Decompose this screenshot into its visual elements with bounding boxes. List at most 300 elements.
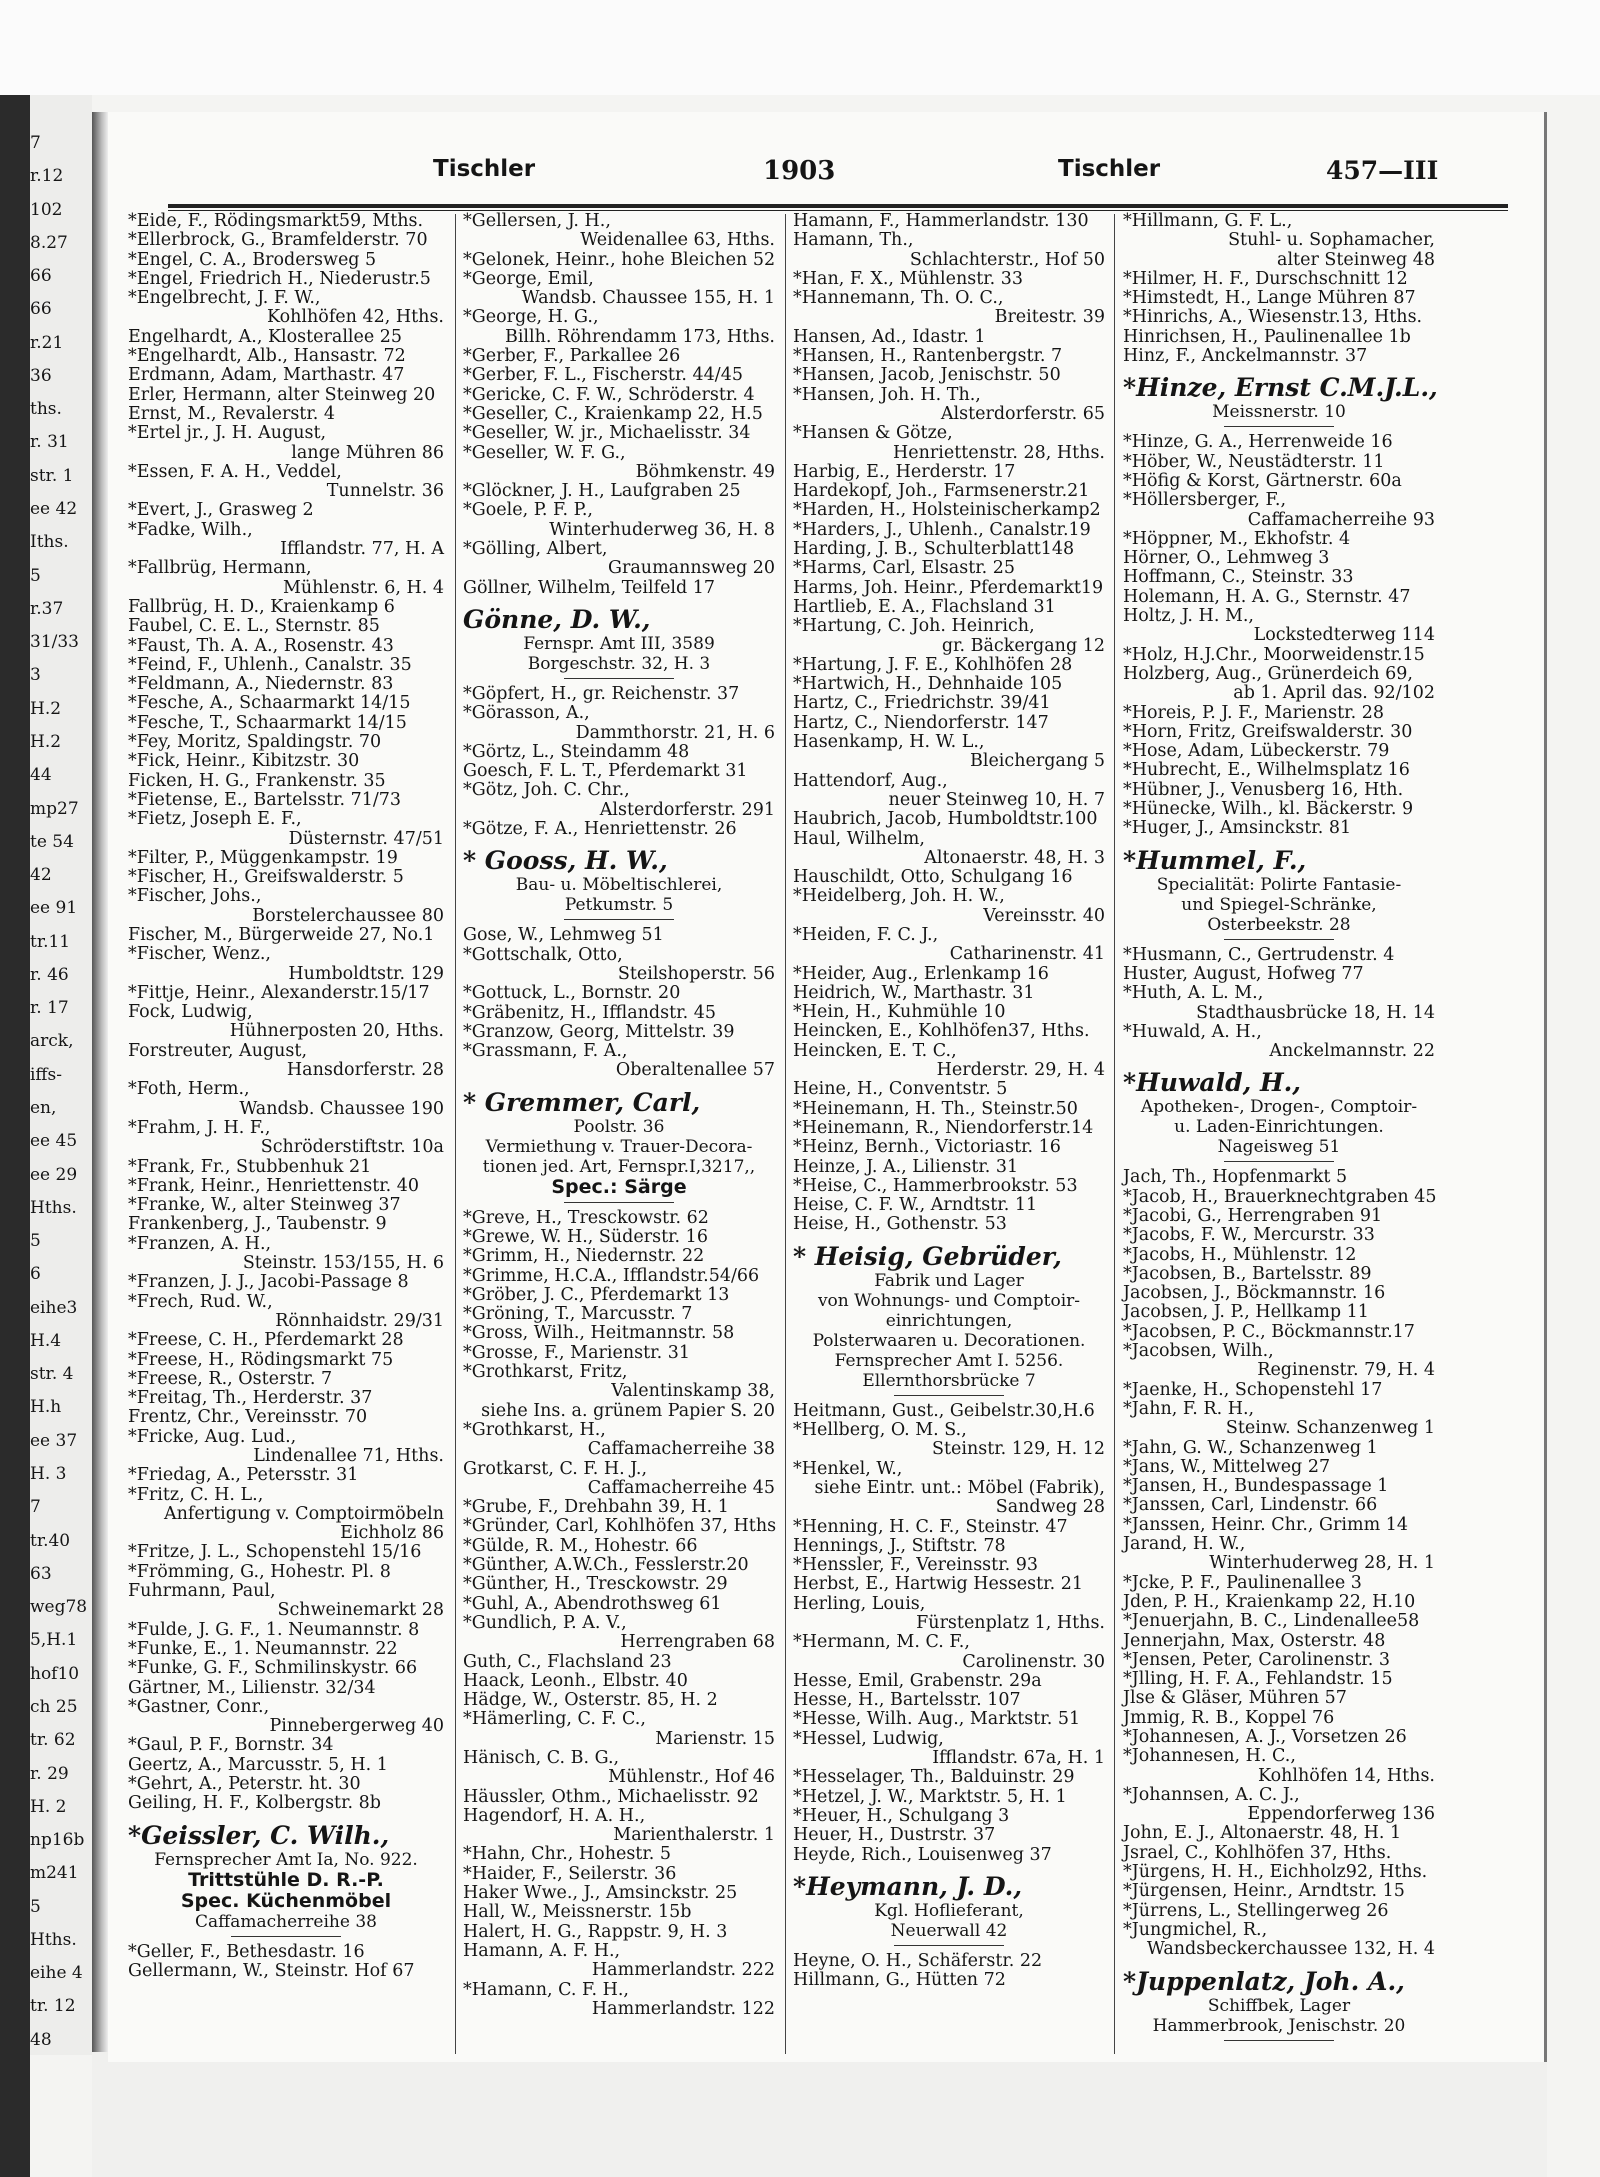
entry-name: *Franzen, J. J., Jacobi-Passage 8 — [128, 1272, 409, 1293]
previous-page-text: 63 — [30, 1563, 52, 1584]
directory-entry — [128, 694, 444, 713]
entry-address: Caffamacherreihe 45 — [587, 1477, 775, 1498]
entry-name: *Hansen, Joh. H. Th., — [793, 384, 981, 405]
previous-page-text: ee 91 — [30, 898, 78, 919]
directory-entry — [1123, 1342, 1435, 1381]
directory-entry — [128, 1215, 444, 1234]
entry-address: Henriettenstr. 28, Hths. — [893, 442, 1105, 463]
entry-name: *Engel, C. A., Brodersweg 5 — [128, 249, 377, 270]
entry-name: *Fischer, Wenz., — [128, 944, 271, 965]
entry-name: Ficken, H. G., Frankenstr. 35 — [128, 770, 386, 791]
directory-entry — [128, 598, 444, 617]
directory-entry — [128, 1428, 444, 1467]
entry-name: *Hansen, H., Rantenbergstr. 7 — [793, 346, 1063, 367]
entry-address: Graumannsweg 20 — [608, 558, 775, 579]
directory-entry — [1123, 289, 1435, 308]
directory-entry — [1123, 588, 1435, 607]
directory-entry — [1123, 1902, 1435, 1921]
entry-name: Hesse, Emil, Grabenstr. 29a — [793, 1670, 1042, 1691]
directory-entry — [128, 1736, 444, 1755]
advertiser-name: *Hinze, Ernst C.M.J.L., — [1123, 373, 1438, 403]
previous-page-text: H. 2 — [30, 1796, 67, 1817]
entry-name: *Gericke, C. F. W., Schröderstr. 4 — [463, 384, 755, 405]
entry-name: *Jürgens, H. H., Eichholz92, Hths. — [1123, 1862, 1428, 1883]
directory-entry — [1123, 742, 1435, 761]
entry-address: siehe Eintr. unt.: Möbel (Fabrik), — [814, 1477, 1105, 1498]
directory-entry — [463, 1614, 775, 1653]
directory-entry — [463, 1749, 775, 1788]
entry-name: *Hilmer, H. F., Durschschnitt 12 — [1123, 268, 1408, 289]
directory-entry — [463, 820, 775, 839]
entry-name: Hasenkamp, H. W. L., — [793, 732, 985, 753]
entry-name: *Geseller, W. F. G., — [463, 442, 626, 463]
directory-entry — [128, 984, 444, 1003]
advertisement-rule — [894, 1945, 1004, 1946]
entry-name: Fischer, M., Bürgerweide 27, No.1 — [128, 924, 435, 945]
directory-entry — [793, 1003, 1105, 1022]
entry-address: Fürstenplatz 1, Hths. — [916, 1613, 1105, 1633]
directory-entry — [463, 501, 775, 540]
entry-name: *Fick, Heinr., Kibitzstr. 30 — [128, 751, 360, 772]
previous-page-text: 7 — [30, 1497, 41, 1518]
directory-entry — [463, 212, 775, 251]
advertisement-line: Ellernthorsbrücke 7 — [862, 1370, 1036, 1391]
entry-name: *Hansen, Jacob, Jenischstr. 50 — [793, 365, 1061, 386]
entry-address: Catharinenstr. 41 — [949, 944, 1105, 965]
advertisement-rule — [231, 1936, 341, 1937]
entry-address: neuer Steinweg 10, H. 7 — [888, 789, 1105, 810]
entry-name: Herling, Louis, — [793, 1593, 926, 1614]
entry-name: *Funke, G. F., Schmilinskystr. 66 — [128, 1658, 418, 1679]
directory-entry — [1123, 723, 1435, 742]
directory-entry — [1123, 1458, 1435, 1477]
directory-entry — [1123, 1824, 1435, 1843]
previous-page-text: 6 — [30, 1264, 41, 1285]
column-4 — [1123, 211, 1438, 2047]
directory-entry — [793, 501, 1105, 520]
entry-name: *Frank, Fr., Stubbenhuk 21 — [128, 1156, 372, 1177]
directory-entry — [793, 1460, 1105, 1518]
entry-address: Schröderstiftstr. 10a — [260, 1137, 444, 1158]
entry-address: Böhmkenstr. 49 — [635, 461, 775, 482]
directory-entry — [463, 1247, 775, 1266]
entry-name: Erdmann, Adam, Marthastr. 47 — [128, 365, 405, 386]
directory-entry — [128, 1698, 444, 1737]
previous-page-text: ee 42 — [30, 499, 78, 520]
page-number: 457—III — [1326, 156, 1439, 185]
advertisement-line: Fernsprecher Amt Ia, No. 922. — [154, 1849, 418, 1870]
advertisement-line: Caffamacherreihe 38 — [195, 1911, 377, 1932]
directory-entry — [1123, 1477, 1435, 1496]
directory-entry — [128, 1408, 444, 1427]
directory-entry — [793, 1138, 1105, 1157]
entry-name: *Hesse, Wilh. Aug., Marktstr. 51 — [793, 1709, 1081, 1730]
directory-entry — [128, 1351, 444, 1370]
entry-name: Jacobsen, J., Böckmannstr. 16 — [1123, 1283, 1386, 1304]
directory-entry — [1123, 704, 1435, 723]
directory-entry — [1123, 1439, 1435, 1458]
entry-name: *Hahn, Chr., Hohestr. 5 — [463, 1844, 672, 1865]
entry-name: *Janssen, Carl, Lindenstr. 66 — [1123, 1495, 1378, 1516]
directory-entry — [793, 1177, 1105, 1196]
entry-address: gr. Bäckergang 12 — [941, 635, 1105, 656]
previous-page-text: eihe 4 — [30, 1963, 83, 1984]
entry-address: Kohlhöfen 14, Hths. — [1258, 1765, 1435, 1786]
previous-page-text: str. 4 — [30, 1364, 74, 1385]
entry-address: Hühnerposten 20, Hths. — [229, 1021, 444, 1042]
entry-address: Steilshoperstr. 56 — [617, 963, 775, 984]
directory-entry — [463, 270, 775, 309]
entry-name: Jach, Th., Hopfenmarkt 5 — [1123, 1167, 1348, 1188]
directory-entry — [793, 289, 1105, 328]
directory-entry — [463, 1595, 775, 1614]
entry-name: *George, Emil, — [463, 268, 594, 289]
directory-entry — [128, 1370, 444, 1389]
entry-address: Borstelerchaussee 80 — [252, 905, 444, 926]
column-divider — [1114, 214, 1115, 2054]
previous-page-text: te 54 — [30, 831, 74, 852]
advertiser-name: *Geissler, C. Wilh., — [128, 1820, 390, 1850]
entry-name: *Fritz, C. H. L., — [128, 1484, 264, 1505]
previous-page-text: H.2 — [30, 698, 62, 719]
directory-entry — [1123, 1747, 1435, 1786]
advertisement-line: und Spiegel-Schränke, — [1181, 894, 1377, 915]
directory-entry — [463, 1004, 775, 1023]
entry-name: *Han, F. X., Mühlenstr. 33 — [793, 268, 1024, 289]
directory-entry — [463, 1807, 775, 1846]
directory-entry — [128, 1273, 444, 1292]
entry-name: *Gröber, J. C., Pferdemarkt 13 — [463, 1284, 730, 1305]
advertiser-name: *Juppenlatz, Joh. A., — [1123, 1966, 1405, 1996]
entry-name: *Henssler, F., Vereinsstr. 93 — [793, 1555, 1039, 1576]
advertisement-entry — [1123, 1061, 1435, 1168]
previous-page-text: H.h — [30, 1397, 62, 1418]
directory-entry — [128, 1962, 444, 1981]
entry-name: *Hinrichs, A., Wiesenstr.13, Hths. — [1123, 307, 1423, 328]
advertisement-line: Kgl. Hoflieferant, — [874, 1900, 1024, 1921]
directory-entry — [1123, 1786, 1435, 1825]
entry-name: Erler, Hermann, alter Steinweg 20 — [128, 384, 436, 405]
entry-name: Jacobsen, J. P., Hellkamp 11 — [1123, 1302, 1369, 1323]
entry-name: Geertz, A., Marcusstr. 5, H. 1 — [128, 1754, 388, 1775]
advertisement-line: Spec.: Särge — [551, 1175, 687, 1198]
entry-address: Stuhl- u. Sophamacher, — [1228, 230, 1435, 251]
directory-entry — [128, 714, 444, 733]
directory-entry — [128, 501, 444, 520]
directory-entry — [463, 1324, 775, 1343]
entry-name: *Gross, Wilh., Heitmannstr. 58 — [463, 1323, 735, 1344]
entry-name: *Engelhardt, Alb., Hansastr. 72 — [128, 346, 406, 367]
entry-name: *Gaul, P. F., Bornstr. 34 — [128, 1735, 334, 1756]
entry-name: *Frank, Heinr., Henriettenstr. 40 — [128, 1175, 420, 1196]
directory-entry — [128, 231, 444, 250]
entry-address: Wandsb. Chaussee 155, H. 1 — [521, 288, 775, 309]
entry-name: *Geseller, C., Kraienkamp 22, H.5 — [463, 403, 763, 424]
entry-name: *Jacobs, H., Mühlenstr. 12 — [1123, 1244, 1357, 1265]
entry-name: *George, H. G., — [463, 307, 599, 328]
entry-name: Jlse & Gläser, Mühren 57 — [1123, 1688, 1347, 1709]
entry-name: Hörner, O., Lehmweg 3 — [1123, 548, 1330, 569]
advertisement-rule — [564, 678, 674, 679]
entry-name: *Gastner, Conr., — [128, 1696, 270, 1717]
advertisement-entry — [1123, 839, 1435, 946]
directory-entry — [463, 1575, 775, 1594]
directory-entry — [1123, 1284, 1435, 1303]
directory-entry — [128, 366, 444, 385]
entry-name: *Heidelberg, Joh. H. W., — [793, 886, 1005, 907]
directory-entry — [128, 1582, 444, 1621]
entry-name: *Freese, C. H., Pferdemarkt 28 — [128, 1330, 404, 1351]
directory-entry — [463, 1363, 775, 1421]
advertisement-line: Spec. Küchenmöbel — [180, 1889, 392, 1912]
previous-page-text: r. 46 — [30, 964, 69, 985]
directory-entry — [1123, 665, 1435, 704]
directory-entry — [1123, 453, 1435, 472]
previous-page-text: mp27 — [30, 798, 79, 819]
previous-page-text: r. 29 — [30, 1763, 69, 1784]
advertisement-line: Schiffbek, Lager — [1207, 1995, 1351, 2016]
directory-entry — [1123, 1632, 1435, 1651]
entry-name: *Frahm, J. H. F., — [128, 1117, 271, 1138]
directory-entry — [793, 424, 1105, 463]
previous-page-text: Hths. — [30, 1197, 77, 1218]
advertisement-line: Polsterwaaren u. Decorationen. — [812, 1330, 1086, 1351]
entry-name: *Götz, Joh. C. Chr., — [463, 780, 630, 801]
entry-name: Frentz, Chr., Vereinsstr. 70 — [128, 1407, 368, 1428]
previous-page-fragment — [30, 95, 92, 2055]
directory-entry — [793, 1022, 1105, 1041]
directory-entry — [1123, 1496, 1435, 1515]
entry-name: *Johannsen, A. C. J., — [1123, 1784, 1300, 1805]
entry-name: Holemann, H. A. G., Sternstr. 47 — [1123, 586, 1411, 607]
directory-entry — [463, 743, 775, 762]
entry-name: *Hermann, M. C. F., — [793, 1632, 970, 1653]
entry-address: Alsterdorferstr. 65 — [940, 403, 1105, 424]
entry-name: *Heise, C., Hammerbrookstr. 53 — [793, 1175, 1078, 1196]
directory-entry — [1123, 1535, 1435, 1574]
column-3 — [793, 212, 1105, 1990]
entry-name: Heise, C. F. W., Arndtstr. 11 — [793, 1195, 1038, 1216]
directory-entry — [1123, 607, 1435, 646]
previous-page-text: tr. 62 — [30, 1730, 76, 1751]
directory-entry — [463, 444, 775, 483]
entry-address: Sandweg 28 — [995, 1497, 1105, 1518]
entry-name: *Gölling, Albert, — [463, 539, 608, 560]
directory-entry — [128, 1003, 444, 1042]
entry-name: Gose, W., Lehmweg 51 — [463, 925, 664, 946]
directory-entry — [1123, 1844, 1435, 1863]
directory-entry — [128, 791, 444, 810]
previous-page-text: 102 — [30, 199, 63, 220]
directory-entry — [793, 1402, 1105, 1421]
entry-name: *Franke, W., alter Steinweg 37 — [128, 1195, 401, 1216]
entry-address: Schweinemarkt 28 — [277, 1600, 444, 1621]
directory-entry — [463, 1517, 775, 1536]
directory-entry — [128, 1080, 444, 1119]
previous-page-text: tr.40 — [30, 1530, 71, 1551]
advertisement-entry — [1123, 366, 1438, 433]
directory-entry — [463, 1845, 775, 1864]
entry-name: *Jacobs, F. W., Mercurstr. 33 — [1123, 1225, 1375, 1246]
entry-name: *Hartung, C. Joh. Heinrich, — [793, 616, 1035, 637]
directory-entry — [463, 308, 775, 347]
entry-name: Heise, H., Gothenstr. 53 — [793, 1214, 1007, 1235]
entry-address: Herderstr. 29, H. 4 — [936, 1060, 1105, 1081]
header-category-left: Tischler — [433, 156, 536, 182]
previous-page-text: 44 — [30, 765, 52, 786]
entry-name: *Hannemann, Th. O. C., — [793, 288, 1004, 309]
entry-name: *Granzow, Georg, Mittelstr. 39 — [463, 1021, 735, 1042]
advertisement-entry — [793, 1865, 1105, 1952]
entry-name: Fuhrmann, Paul, — [128, 1581, 276, 1602]
entry-name: *Hünecke, Wilh., kl. Bäckerstr. 9 — [1123, 799, 1414, 820]
entry-name: *Jacobsen, P. C., Böckmannstr.17 — [1123, 1321, 1415, 1342]
directory-entry — [128, 1679, 444, 1698]
directory-entry — [128, 772, 444, 791]
directory-entry — [1123, 328, 1435, 347]
directory-entry — [463, 1267, 775, 1286]
entry-name: Hauschildt, Otto, Schulgang 16 — [793, 867, 1073, 888]
entry-name: *Huger, J., Amsinckstr. 81 — [1123, 818, 1352, 839]
entry-name: Heitmann, Gust., Geibelstr.30,H.6 — [793, 1400, 1095, 1421]
directory-entry — [793, 675, 1105, 694]
previous-page-text: en, — [30, 1098, 57, 1118]
directory-entry — [1123, 549, 1435, 568]
entry-name: *Huth, A. L. M., — [1123, 983, 1264, 1004]
entry-name: *Hillmann, G. F. L., — [1123, 211, 1293, 231]
entry-name: *Heider, Aug., Erlenkamp 16 — [793, 963, 1049, 984]
directory-entry — [128, 1621, 444, 1640]
entry-name: Hillmann, G., Hütten 72 — [793, 1970, 1006, 1991]
directory-entry — [128, 1563, 444, 1582]
previous-page-text: str. 1 — [30, 465, 74, 486]
entry-name: *Jürgensen, Heinr., Arndtstr. 15 — [1123, 1881, 1405, 1902]
entry-address: Ifflandstr. 77, H. A — [280, 539, 444, 560]
directory-entry — [128, 1659, 444, 1678]
directory-entry — [793, 694, 1105, 713]
advertisement-line: Apotheken-, Drogen-, Comptoir- — [1140, 1097, 1418, 1118]
entry-name: *Hein, H., Kuhmühle 10 — [793, 1002, 1006, 1023]
directory-entry — [128, 617, 444, 636]
directory-entry — [793, 1196, 1105, 1215]
previous-page-text: 8.27 — [30, 232, 68, 253]
entry-address: Anckelmannstr. 22 — [1269, 1041, 1435, 1062]
entry-address: Wandsb. Chaussee 190 — [239, 1098, 444, 1119]
entry-name: Faubel, C. E. L., Sternstr. 85 — [128, 616, 380, 637]
directory-entry — [793, 772, 1105, 811]
directory-entry — [128, 868, 444, 887]
directory-entry — [463, 1981, 775, 2020]
directory-entry — [463, 386, 775, 405]
entry-address: Breitestr. 39 — [994, 307, 1105, 328]
advertiser-name: *Huwald, H., — [1123, 1068, 1302, 1098]
entry-name: Harbig, E., Herderstr. 17 — [793, 461, 1016, 482]
entry-name: *Geseller, W. jr., Michaelisstr. 34 — [463, 423, 751, 444]
header-category-right: Tischler — [1058, 156, 1161, 182]
entry-name: Harms, Joh. Heinr., Pferdemarkt19 — [793, 577, 1104, 598]
directory-entry — [128, 559, 444, 598]
directory-entry — [128, 289, 444, 328]
advertisement-line: Borgeschstr. 32, H. 3 — [527, 653, 711, 674]
directory-entry — [128, 405, 444, 424]
entry-name: *Jacobsen, B., Bartelsstr. 89 — [1123, 1263, 1372, 1284]
entry-address: Steinstr. 153/155, H. 6 — [242, 1253, 444, 1274]
entry-name: Hinrichsen, H., Paulinenallee 1b — [1123, 326, 1411, 347]
directory-entry — [793, 1971, 1105, 1990]
directory-entry — [1123, 491, 1435, 530]
directory-entry — [463, 1344, 775, 1363]
entry-name: *Fietz, Joseph E. F., — [128, 809, 302, 830]
directory-entry — [793, 212, 1105, 231]
entry-name: *Hessel, Ludwig, — [793, 1728, 944, 1749]
directory-entry — [463, 984, 775, 1003]
directory-entry — [463, 1556, 775, 1575]
advertiser-name: * Gooss, H. W., — [463, 846, 668, 876]
entry-name: *Jahn, G. W., Schanzenweg 1 — [1123, 1437, 1378, 1458]
directory-entry — [793, 1080, 1105, 1099]
entry-name: Jmmig, R. B., Koppel 76 — [1123, 1707, 1335, 1728]
directory-entry — [1123, 646, 1435, 665]
entry-name: *Gräbenitz, H., Ifflandstr. 45 — [463, 1002, 716, 1023]
entry-name: *Jürrens, L., Stellingerweg 26 — [1123, 1900, 1389, 1921]
entry-name: Holtz, J. H. M., — [1123, 606, 1254, 627]
entry-name: *Horeis, P. J. F., Marienstr. 28 — [1123, 702, 1385, 723]
entry-name: *Jaenke, H., Schopenstehl 17 — [1123, 1379, 1383, 1400]
previous-page-text: 5,H.1 — [30, 1630, 78, 1651]
entry-name: *Hamann, C. F. H., — [463, 1979, 629, 2000]
entry-name: *Fesche, A., Schaarmarkt 14/15 — [128, 693, 411, 714]
entry-name: *Fallbrüg, Hermann, — [128, 558, 312, 579]
advertisement-entry — [793, 1235, 1105, 1402]
entry-address: Valentinskamp 38, — [611, 1381, 775, 1402]
directory-entry — [463, 1209, 775, 1228]
previous-page-text: H. 3 — [30, 1464, 67, 1485]
entry-name: *Henkel, W., — [793, 1458, 903, 1479]
directory-entry — [128, 849, 444, 868]
entry-name: Holzberg, Aug., Grünerdeich 69, — [1123, 663, 1413, 684]
column-divider — [455, 214, 456, 2054]
directory-entry — [793, 1595, 1105, 1634]
entry-name: *Jacobi, G., Herrengraben 91 — [1123, 1205, 1383, 1226]
scan-shadow — [0, 95, 30, 2177]
header-rule — [168, 204, 1508, 208]
entry-name: *Gröning, T., Marcusstr. 7 — [463, 1304, 693, 1325]
entry-name: *Jungmichel, R., — [1123, 1919, 1268, 1940]
previous-page-text: 66 — [30, 299, 52, 320]
advertisement-rule — [1224, 2040, 1334, 2041]
previous-page-text: r. 31 — [30, 432, 69, 453]
entry-name: *Heinz, Bernh., Victoriastr. 16 — [793, 1137, 1061, 1158]
entry-name: Heidrich, W., Marthastr. 31 — [793, 982, 1035, 1003]
previous-page-text: ths. — [30, 399, 62, 420]
entry-name: Geiling, H. F., Kolbergstr. 8b — [128, 1793, 381, 1814]
directory-entry — [463, 762, 775, 781]
entry-name: Fallbrüg, H. D., Kraienkamp 6 — [128, 596, 395, 617]
directory-entry — [128, 887, 444, 926]
entry-name: *Huwald, A. H., — [1123, 1021, 1262, 1042]
previous-page-text: H.4 — [30, 1330, 62, 1351]
entry-name: *Freitag, Th., Herderstr. 37 — [128, 1388, 373, 1409]
previous-page-text: weg78 — [30, 1597, 88, 1618]
directory-entry — [793, 1537, 1105, 1556]
directory-entry — [793, 656, 1105, 675]
book-gutter — [92, 112, 108, 2052]
entry-name: *Engel, Friedrich H., Niederustr.5 — [128, 268, 431, 289]
directory-entry — [463, 1228, 775, 1247]
directory-entry — [1123, 433, 1435, 452]
entry-address: Reginenstr. 79, H. 4 — [1257, 1360, 1435, 1381]
advertisement-rule — [564, 919, 674, 920]
